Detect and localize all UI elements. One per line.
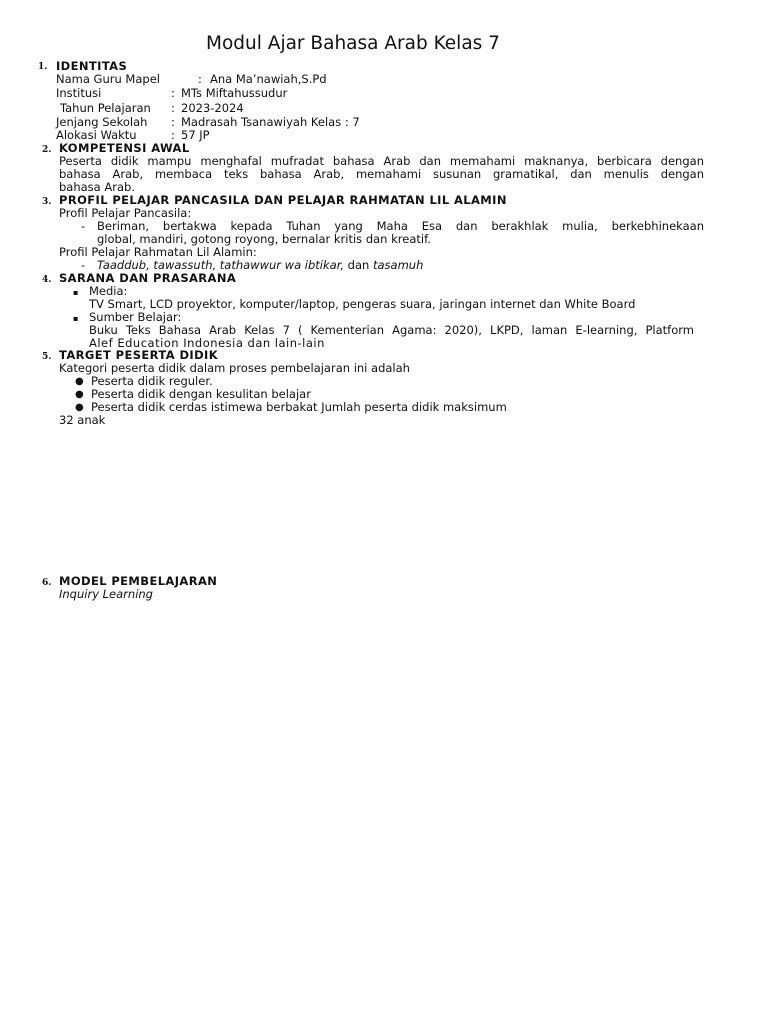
- media-value: TV Smart, LCD proyektor, komputer/laptop, pengeras suara, jaringan internet dan White Board: [89, 297, 636, 311]
- identity-colon: :: [171, 115, 175, 129]
- identity-value: Madrasah Tsanawiyah Kelas : 7: [181, 115, 360, 129]
- identity-colon: :: [171, 101, 175, 115]
- identity-label: Jenjang Sekolah: [56, 115, 148, 129]
- section-4-heading: SARANA DAN PRASARANA: [59, 271, 237, 285]
- section-1-heading: IDENTITAS: [56, 59, 128, 73]
- section-2-heading: KOMPETENSI AWAL: [59, 141, 190, 155]
- sumber-label: Sumber Belajar:: [89, 310, 182, 324]
- section-2-number: 2.: [42, 145, 52, 155]
- identity-value: 2023-2024: [181, 101, 244, 115]
- dash-marker: -: [81, 258, 86, 272]
- section-3-number: 3.: [42, 197, 52, 207]
- section-5-number: 5.: [42, 352, 52, 362]
- identity-label: Nama Guru Mapel: [56, 72, 160, 86]
- section-3-heading: PROFIL PELAJAR PANCASILA DAN PELAJAR RAHMATAN LIL ALAMIN: [59, 193, 507, 207]
- identity-label: Alokasi Waktu: [56, 128, 137, 142]
- profil-pancasila-item: Beriman, bertakwa kepada Tuhan yang Maha Esa dan berakhlak mulia, berkebhinekaan: [97, 219, 704, 233]
- identity-value: 57 JP: [181, 128, 210, 142]
- round-bullet: ●: [75, 389, 84, 400]
- target-extra: 32 anak: [59, 413, 106, 427]
- sumber-value-cont: Alef Education Indonesia dan lain-lain: [89, 336, 325, 350]
- section-6-number: 6.: [42, 578, 52, 588]
- target-item: Peserta didik dengan kesulitan belajar: [91, 387, 311, 401]
- dash-marker: -: [81, 219, 86, 233]
- square-bullet: ▪: [73, 314, 79, 323]
- rahmatan-values-italic: Taaddub, tawassuth, tathawwur wa ibtikar,: [97, 258, 345, 272]
- sumber-value: Buku Teks Bahasa Arab Kelas 7 ( Kementerian Agama: 2020), LKPD, laman E-learning, Platform: [89, 323, 694, 337]
- kompetensi-line: Peserta didik mampu menghafal mufradat bahasa Arab dan memahami maknanya, berbicara dengan: [59, 154, 704, 168]
- target-intro: Kategori peserta didik dalam proses pembelajaran ini adalah: [59, 361, 410, 375]
- identity-colon: :: [198, 72, 202, 86]
- model-value: Inquiry Learning: [59, 587, 153, 601]
- media-label: Media:: [89, 284, 128, 298]
- rahmatan-value-last: tasamuh: [372, 258, 424, 272]
- rahmatan-conjunction: dan: [344, 258, 373, 272]
- profil-pancasila-item-cont: global, mandiri, gotong royong, bernalar kritis dan kreatif.: [97, 232, 431, 246]
- identity-value: Ana Ma’nawiah,S.Pd: [210, 72, 327, 86]
- identity-label: Institusi: [56, 86, 102, 100]
- section-4-number: 4.: [42, 275, 52, 285]
- target-item: Peserta didik cerdas istimewa berbakat Jumlah peserta didik maksimum: [91, 400, 507, 414]
- page-title: Modul Ajar Bahasa Arab Kelas 7: [206, 33, 500, 54]
- section-1-number: 1.: [38, 62, 48, 72]
- identity-colon: :: [171, 128, 175, 142]
- identity-colon: :: [171, 86, 175, 100]
- identity-label: Tahun Pelajaran: [60, 101, 151, 115]
- kompetensi-line: bahasa Arab, membaca teks bahasa Arab, memahami susunan gramatikal, dan menulis dengan: [59, 167, 704, 181]
- identity-value: MTs Miftahussudur: [181, 86, 288, 100]
- round-bullet: ●: [75, 376, 84, 387]
- target-item: Peserta didik reguler.: [91, 374, 213, 388]
- section-6-heading: MODEL PEMBELAJARAN: [59, 574, 218, 588]
- profil-rahmatan-label: Profil Pelajar Rahmatan Lil Alamin:: [59, 245, 257, 259]
- round-bullet: ●: [75, 402, 84, 413]
- section-5-heading: TARGET PESERTA DIDIK: [59, 348, 219, 362]
- kompetensi-line: bahasa Arab.: [59, 180, 135, 194]
- profil-pancasila-label: Profil Pelajar Pancasila:: [59, 206, 192, 220]
- square-bullet: ▪: [73, 288, 79, 297]
